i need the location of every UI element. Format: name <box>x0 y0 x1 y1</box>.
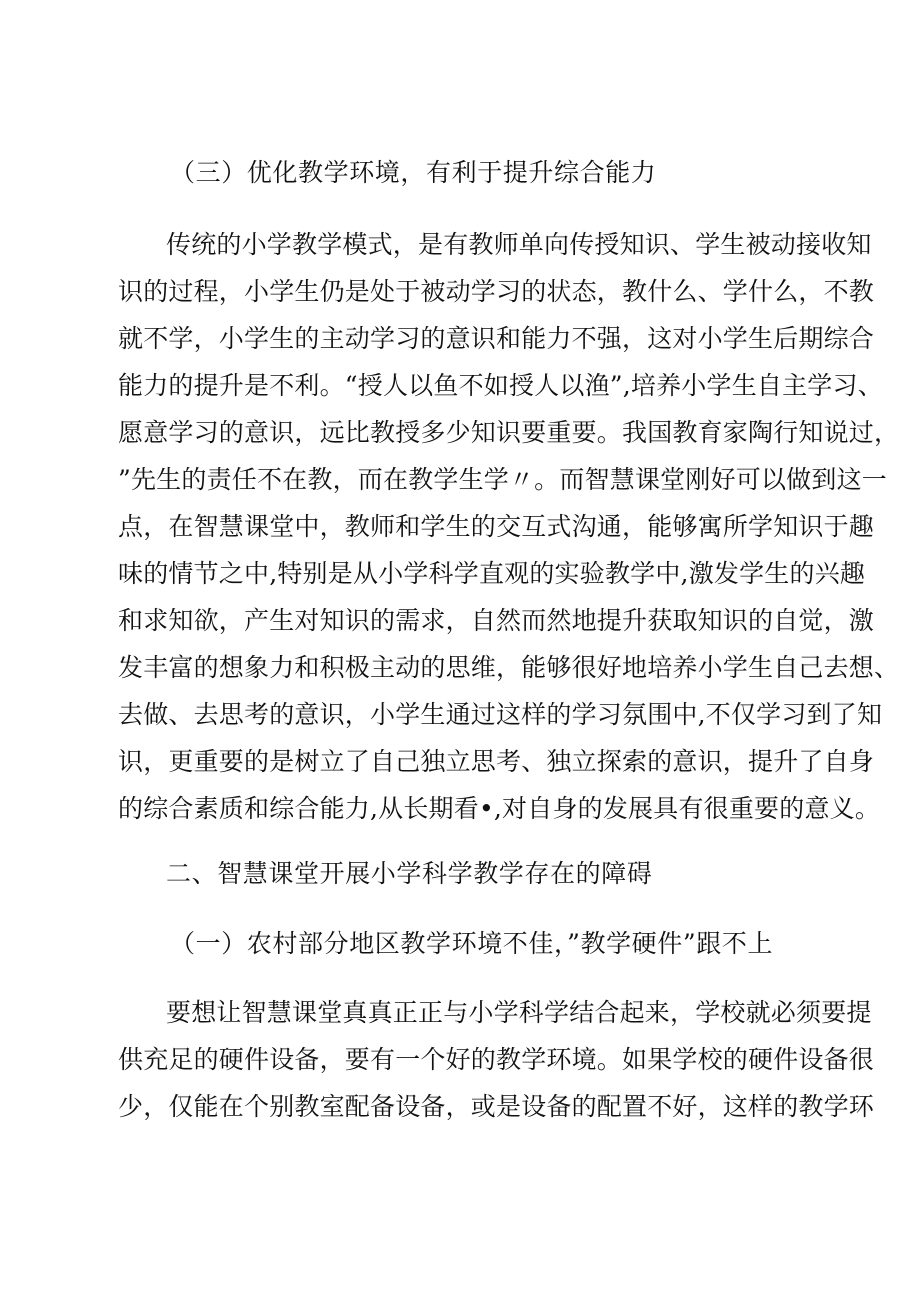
paragraph-1-line-7: 点，在智慧课堂中，教师和学生的交互式沟通，能够寓所学知识于趣 <box>118 512 875 541</box>
paragraph-2-line-2: 供充足的硬件设备，要有一个好的教学环境。如果学校的硬件设备很 <box>118 1045 875 1074</box>
paragraph-1-line-2: 识的过程，小学生仍是处于被动学习的状态，教什么、学什么，不教 <box>118 277 875 306</box>
paragraph-1-line-10: 发丰富的想象力和积极主动的思维，能够很好地培养小学生自己去想、 <box>118 653 900 682</box>
paragraph-1-line-3: 就不学，小学生的主动学习的意识和能力不强，这对小学生后期综合 <box>118 324 875 353</box>
subsection-heading-3: （三）优化教学环境，有利于提升综合能力 <box>170 158 657 187</box>
paragraph-2-line-3: 少，仅能在个别教室配备设备，或是设备的配置不好，这样的教学环 <box>118 1092 875 1121</box>
subsection-heading-2-1: （一）农村部分地区教学环境不佳，”教学硬件”跟不上 <box>170 929 774 958</box>
paragraph-1-line-5: 愿意学习的意识，远比教授多少知识要重要。我国教育家陶行知说过， <box>118 418 900 447</box>
paragraph-1-line-13: 的综合素质和综合能力,从长期看•,对自身的发展具有很重要的意义。 <box>118 794 881 823</box>
section-heading-2: 二、智慧课堂开展小学科学教学存在的障碍 <box>166 859 653 888</box>
paragraph-1-line-11: 去做、去思考的意识，小学生通过这样的学习氛围中,不仅学习到了知 <box>118 700 883 729</box>
paragraph-1-line-9: 和求知欲，产生对知识的需求，自然而然地提升获取知识的自觉，激 <box>118 606 875 635</box>
paragraph-1-line-1: 传统的小学教学模式，是有教师单向传授知识、学生被动接收知 <box>166 230 872 259</box>
paragraph-2-line-1: 要想让智慧课堂真真正正与小学科学结合起来，学校就必须要提 <box>166 998 872 1027</box>
paragraph-1-line-6: ”先生的责任不在教，而在教学生学〃。而智慧课堂刚好可以做到这一 <box>118 465 887 494</box>
paragraph-1-line-12: 识，更重要的是树立了自己独立思考、独立探索的意识，提升了自身 <box>118 747 875 776</box>
paragraph-1-line-8: 味的情节之中,特别是从小学科学直观的实验教学中,激发学生的兴趣 <box>118 559 866 588</box>
paragraph-1-line-4: 能力的提升是不利。“授人以鱼不如授人以渔”,培养小学生自主学习、 <box>118 371 883 400</box>
